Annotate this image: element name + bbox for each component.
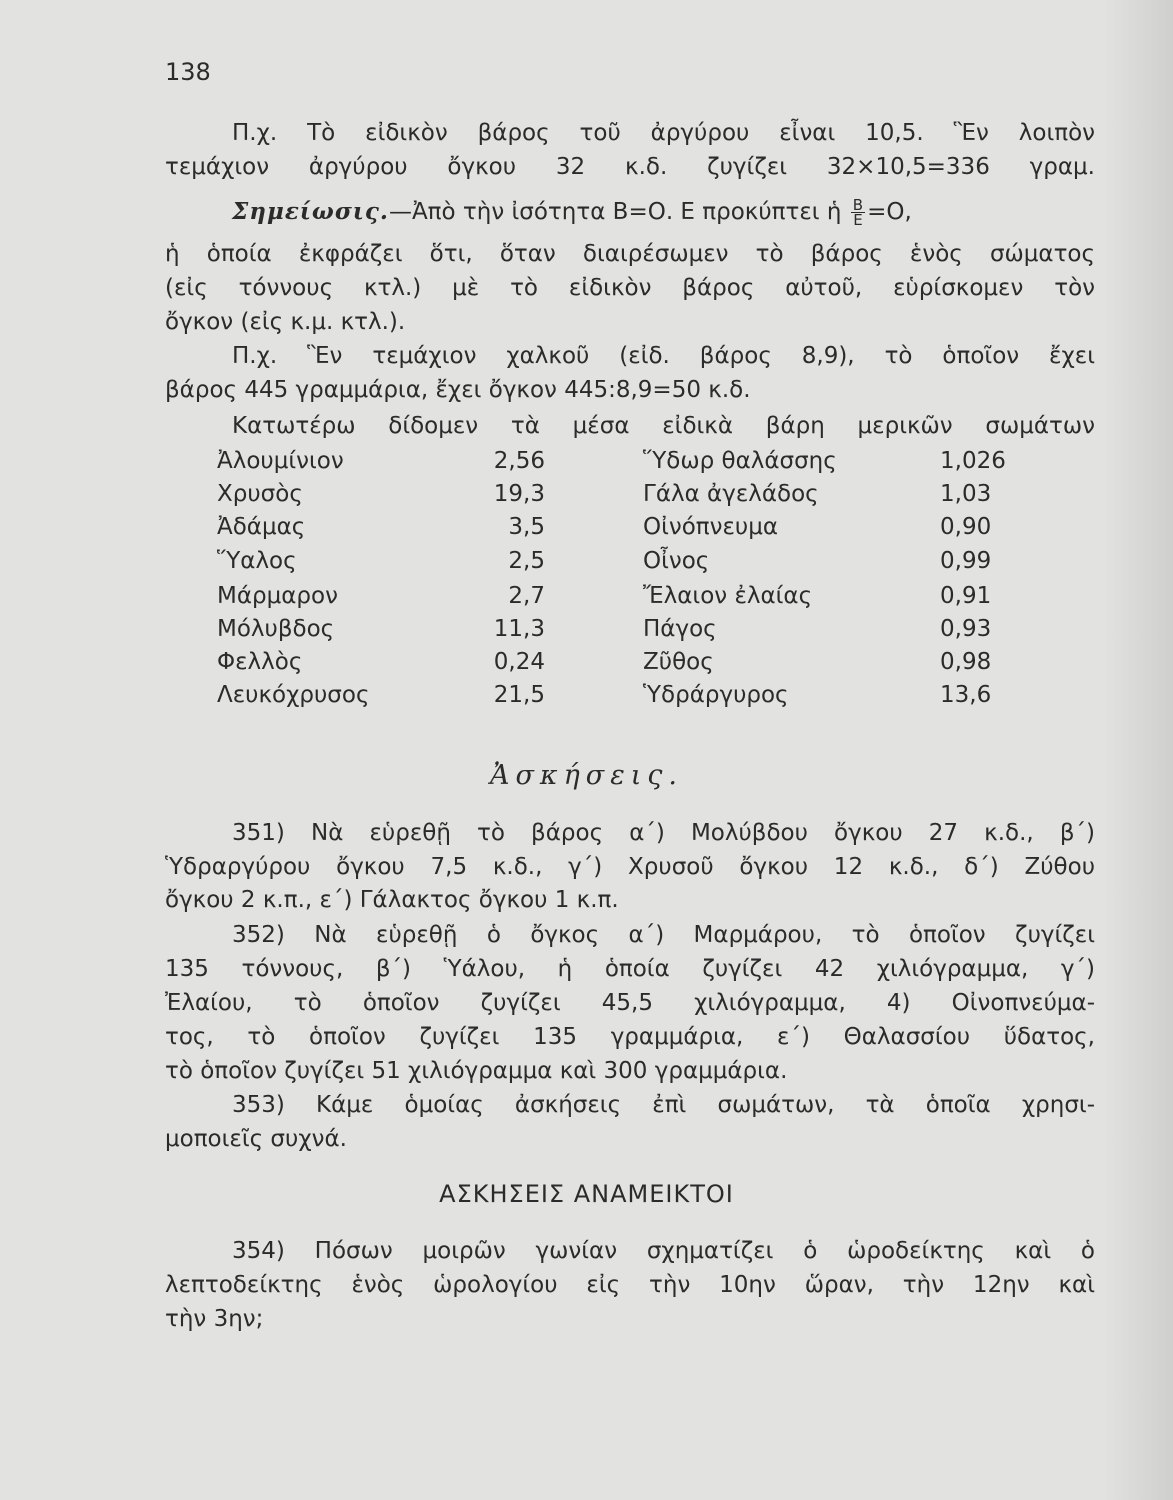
material-name: Λευκόχρυσος xyxy=(217,682,370,708)
material-name: Ἀλουμίνιον xyxy=(217,448,344,474)
note-text: —Ἀπὸ τὴν ἰσότητα Β=Ο. Ε προκύπτει ἡ xyxy=(388,199,842,225)
material-name: Οἶνος xyxy=(643,548,710,574)
exercise-354-line-3: τὴν 3ην; xyxy=(165,1306,264,1332)
table-intro: Κατωτέρω δίδομεν τὰ μέσα εἰδικὰ βάρη μερικῶν σωμάτων xyxy=(232,413,1095,439)
material-name: Μόλυβδος xyxy=(217,616,335,642)
intro-line-1: Π.χ. Τὸ εἰδικὸν βάρος τοῦ ἀργύρου εἶναι 10,5. Ἓν λοιπὸν xyxy=(232,120,1095,146)
material-value: 0,98 xyxy=(940,649,992,675)
material-name: Ὕδωρ θαλάσσης xyxy=(643,448,837,474)
material-value: 2,7 xyxy=(508,583,545,609)
exercise-351-line-2: Ὑδραργύρου ὄγκου 7,5 κ.δ., γ΄) Χρυσοῦ ὄγκου 12 κ.δ., δ΄) Ζύθου xyxy=(165,854,1095,880)
example2-line-1: Π.χ. Ἓν τεμάχιον χαλκοῦ (εἰδ. βάρος 8,9), τὸ ὁποῖον ἔχει xyxy=(232,343,1095,369)
material-value: 11,3 xyxy=(493,616,545,642)
exercise-352-line-5: τὸ ὁποῖον ζυγίζει 51 χιλιόγραμμα καὶ 300 γραμμάρια. xyxy=(165,1058,788,1084)
note-line-3: (εἰς τόννους κτλ.) μὲ τὸ εἰδικὸν βάρος αὐτοῦ, εὑρίσκομεν τὸν xyxy=(165,275,1095,301)
mixed-exercises-heading: ΑΣΚΗΣΕΙΣ ΑΝΑΜΕΙΚΤΟΙ xyxy=(439,1180,734,1208)
exercise-354-line-2: λεπτοδείκτης ἑνὸς ὡρολογίου εἰς τὴν 10ην ὥραν, τὴν 12ην καὶ xyxy=(165,1272,1095,1298)
exercise-353-line-1: 353) Κάμε ὁμοίας ἀσκήσεις ἐπὶ σωμάτων, τὰ ὁποῖα χρησι- xyxy=(232,1092,1095,1118)
material-value: 0,99 xyxy=(940,548,992,574)
exercise-352-line-4: τος, τὸ ὁποῖον ζυγίζει 135 γραμμάρια, ε΄) Θαλασσίου ὕδατος, xyxy=(165,1024,1095,1050)
material-value: 13,6 xyxy=(940,682,992,708)
material-value: 2,56 xyxy=(493,448,545,474)
material-value: 2,5 xyxy=(508,548,545,574)
material-name: Ὕαλος xyxy=(217,548,297,574)
material-name: Πάγος xyxy=(643,616,717,642)
material-value: 19,3 xyxy=(493,481,545,507)
fraction-denominator: Ε xyxy=(853,211,863,229)
page-number: 138 xyxy=(165,58,211,86)
note-line-2: ἡ ὁποία ἐκφράζει ὅτι, ὅταν διαιρέσωμεν τὸ βάρος ἑνὸς σώματος xyxy=(165,241,1095,267)
material-name: Ἀδάμας xyxy=(217,514,306,540)
material-value: 0,91 xyxy=(940,583,992,609)
intro-line-2: τεμάχιον ἀργύρου ὄγκου 32 κ.δ. ζυγίζει 32×10,5=336 γραμ. xyxy=(165,154,1095,180)
note-line-4: ὄγκον (εἰς κ.μ. κτλ.). xyxy=(165,309,406,335)
note-label: Σημείωσις. xyxy=(232,198,389,225)
material-name: Μάρμαρον xyxy=(217,583,338,609)
exercise-351-line-1: 351) Νὰ εὑρεθῇ τὸ βάρος α΄) Μολύβδου ὄγκου 27 κ.δ., β΄) xyxy=(232,820,1095,846)
material-name: Γάλα ἀγελάδος xyxy=(643,481,819,507)
material-name: Ὑδράργυρος xyxy=(643,682,789,708)
material-name: Ἔλαιον ἐλαίας xyxy=(643,583,813,609)
fraction-numerator: Β xyxy=(852,196,864,214)
exercises-heading: Ἀσκήσεις. xyxy=(489,760,684,791)
exercise-352-line-2: 135 τόννους, β΄) Ὑάλου, ἡ ὁποία ζυγίζει 42 χιλιόγραμμα, γ΄) xyxy=(165,956,1095,982)
material-value: 0,90 xyxy=(940,514,992,540)
material-name: Φελλὸς xyxy=(217,649,303,675)
material-value: 21,5 xyxy=(493,682,545,708)
material-value: 1,026 xyxy=(940,448,1006,474)
exercise-352-line-1: 352) Νὰ εὑρεθῇ ὁ ὄγκος α΄) Μαρμάρου, τὸ ὁποῖον ζυγίζει xyxy=(232,922,1095,948)
note-line-end: =Ο, xyxy=(867,199,912,225)
fraction-b-over-e xyxy=(851,198,865,227)
material-name: Οἰνόπνευμα xyxy=(643,514,779,540)
note-line-1 xyxy=(232,195,1095,229)
exercise-351-line-3: ὄγκου 2 κ.π., ε΄) Γάλακτος ὄγκου 1 κ.π. xyxy=(165,887,619,913)
exercise-352-line-3: Ἐλαίου, τὸ ὁποῖον ζυγίζει 45,5 χιλιόγραμμα, 4) Οἰνοπνεύμα- xyxy=(165,990,1095,1016)
material-value: 3,5 xyxy=(508,514,545,540)
example2-line-2: βάρος 445 γραμμάρια, ἔχει ὄγκον 445:8,9=50 κ.δ. xyxy=(165,377,751,403)
material-name: Ζῦθος xyxy=(643,649,714,675)
material-value: 1,03 xyxy=(940,481,992,507)
material-value: 0,24 xyxy=(493,649,545,675)
material-value: 0,93 xyxy=(940,616,992,642)
exercise-354-line-1: 354) Πόσων μοιρῶν γωνίαν σχηματίζει ὁ ὡροδείκτης καὶ ὁ xyxy=(232,1238,1095,1264)
exercise-353-line-2: μοποιεῖς συχνά. xyxy=(165,1126,347,1152)
material-name: Χρυσὸς xyxy=(217,481,303,507)
